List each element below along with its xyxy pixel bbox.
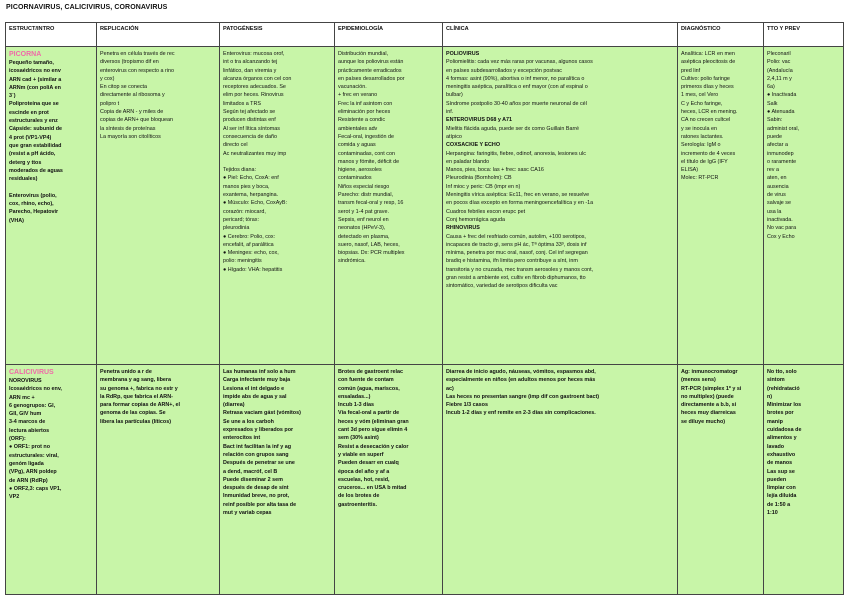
cell-line: transm fecal-oral y resp, 16 <box>338 200 404 207</box>
cell-line: de los brotes de <box>338 493 380 500</box>
cell-line: Minimizar los <box>767 402 802 409</box>
cell-replicacion <box>97 47 220 365</box>
cell-line: serot y 1-4 pat grave. <box>338 208 389 215</box>
cell-line: cuidadosa de <box>767 427 802 434</box>
cell-line: Pleconaril <box>767 51 791 57</box>
cell-estructura <box>6 47 97 365</box>
cell-line: en paladar blando <box>446 158 490 165</box>
cell-line: incapaces de tracto gi, sens pH ác, Tª óptima 33º, dosis inf <box>446 241 587 248</box>
cell-line: Inf mioc y peric: CB (impr en n) <box>446 183 521 190</box>
cell-line: Incub 1-3 días <box>338 402 374 409</box>
cell-line: Manos, pies, boca: las + frec: sasc CA16 <box>446 167 544 174</box>
cell-line: Poliproteína que se <box>9 101 59 108</box>
cell-line: Icosaédricos no env, <box>9 386 62 393</box>
cell-line: cox, rhino, echo), <box>9 201 54 208</box>
cell-line: Parecho: distr mundial, <box>338 192 394 199</box>
cell-line: RHINOVIRUS <box>446 225 480 232</box>
cell-line: copias de ARN+ que bloquean <box>100 117 173 124</box>
cell-lines <box>767 50 840 241</box>
cell-line: época del año y af a <box>338 468 390 475</box>
cell-line: polipro t <box>100 100 120 107</box>
cell-line: gastroenteritis. <box>338 501 377 508</box>
cell-line: Cápside: subunid de <box>9 126 63 133</box>
cell-line: ● ORF2,3: caps VP1, <box>9 485 62 492</box>
cell-lines <box>446 368 674 418</box>
cell-line: (Andalucía <box>767 67 793 74</box>
cell-line: heces y vóm (eliminan gran <box>338 418 409 425</box>
cell-line: corazón: miocard, <box>223 208 266 215</box>
cell-line: limpiar con <box>767 485 796 492</box>
cell-line: Niños especial riesgo <box>338 183 390 190</box>
cell-line: ● Meninges: echo, cox, <box>223 250 279 257</box>
cell-line: Cuadros febriles escon erupc pet <box>446 208 526 215</box>
cell-line: de 1:50 a <box>767 501 791 508</box>
cell-line: escinde en prot <box>9 109 49 116</box>
cell-line: contaminadas, cont con <box>338 150 395 157</box>
cell-line: eliminación por heces <box>338 109 391 116</box>
summary-table <box>5 22 844 595</box>
cell-line: relación con grupos sang <box>223 451 289 458</box>
cell-line: pred linf <box>681 67 701 74</box>
cell-clinica <box>443 47 678 365</box>
cell-line: En citop se conecta <box>100 84 148 91</box>
cell-line: a dend, macróf, cel B <box>223 468 278 475</box>
cell-line: su genoma +, fabrica no estr y <box>100 385 178 392</box>
cell-line: ARN cad + (similar a <box>9 76 62 83</box>
column-header-replicacion: REPLICACIÓN <box>97 23 220 47</box>
cell-line: detectado en plasma, <box>338 233 390 240</box>
cell-line: Sepsis, enf neurol en <box>338 216 389 223</box>
cell-line: o raramente <box>767 158 797 165</box>
cell-line: ratones lactantes. <box>681 133 724 140</box>
cell-line: Herpangina: faringitis, fiebre, odinof, anorexia, lesiones ulc <box>446 150 586 157</box>
cell-line: Mielitis flácida aguda, puede ser dx como Guillain Barré <box>446 125 580 132</box>
cell-line: con fuente de contam <box>338 377 394 384</box>
document-title: PICORNAVIRUS, CALICIVIRUS, CORONAVIRUS <box>6 4 168 11</box>
cell-line: icosaédricos no env <box>9 68 61 75</box>
cell-line: (rehidratació <box>767 385 800 392</box>
cell-line: usa la <box>767 208 782 215</box>
row-title-calicivirus: CALICIVIRUS <box>9 369 54 376</box>
cell-lines <box>338 50 439 266</box>
cell-line: Polio: vac <box>767 59 791 66</box>
cell-line: heces muy diarreicas <box>681 410 736 417</box>
cell-line: directamente a b.b, si <box>681 402 737 409</box>
cell-line: Enterovirus: mucosa orof, <box>223 51 285 57</box>
cell-line: gran resist a ambiente ext, cultiv en fibrob diphumanos, tto <box>446 275 586 282</box>
table-row-picorna <box>6 47 844 365</box>
cell-line: Diarrea de inicio agudo, náuseas, vómitos, espasmos abd, <box>446 369 596 375</box>
cell-line: Penetra en célula través de rec <box>100 51 175 57</box>
cell-line: expresados y liberados por <box>223 427 294 434</box>
cell-line: moderados de aguas <box>9 167 63 174</box>
cell-line: membrana y ag sang, libera <box>100 377 172 384</box>
cell-line: Ac neutralizantes muy imp <box>223 150 287 157</box>
cell-line: enterovirus con respecto a rino <box>100 67 175 74</box>
cell-line: biopsias. Dx: PCR multiplex <box>338 250 405 257</box>
cell-line: Fiebre 1/3 casos <box>446 402 488 409</box>
cell-line: la RdRp, que fabrica el ARN- <box>100 393 173 400</box>
column-header-tratamiento: TTO Y PREV <box>764 23 844 47</box>
cell-line: Molec: RT-PCR <box>681 175 719 182</box>
cell-line: (VPg), ARN poldep <box>9 469 57 476</box>
column-header-estructura: ESTRUCT/INTRO <box>6 23 97 47</box>
row-title-picorna: PICORNA <box>9 51 42 58</box>
cell-line: GII, GIV hum <box>9 411 42 418</box>
cell-line: libera las partículas (líticos) <box>100 418 172 425</box>
cell-line: (resist a pH ácido, <box>9 151 56 158</box>
cell-line: Bact int facilitan la inf y ag <box>223 443 291 450</box>
cell-line: Conj hemorrágica aguda <box>446 216 506 223</box>
cell-line: para formar copias de ARN+, el <box>100 402 180 409</box>
cell-lines <box>338 368 439 509</box>
cell-line: Frec la inf asintom con <box>338 100 393 107</box>
cell-line: Sabin: <box>767 117 783 124</box>
cell-line: lavado <box>767 443 785 450</box>
cell-line: Meningitis vírica aséptica: Ec11, frec en verano, se resuelve <box>446 192 590 199</box>
cell-line: Distribución mundial, <box>338 51 389 57</box>
cell-line: n) <box>767 393 773 400</box>
cell-line: exhaustivo <box>767 451 796 458</box>
cell-line: int o tra alcanzando tej <box>223 59 278 66</box>
cell-line: de ARN (RdRp) <box>9 477 48 484</box>
cell-line: bulbar) <box>446 92 463 99</box>
cell-line: el título de IgG (IFY <box>681 158 728 165</box>
cell-line: vacunación. <box>338 84 367 91</box>
cell-line: No vac para <box>767 225 797 232</box>
cell-line: Copia de ARN - y miles de <box>100 109 164 116</box>
cell-line: 6 genogrupos: GI, <box>9 402 56 409</box>
cell-line: mut y variab cepas <box>223 510 272 517</box>
cell-line: Cultivo: polio faringe <box>681 75 730 82</box>
cell-lines <box>100 50 216 141</box>
cell-line: ● ORF1: prot no <box>9 444 50 451</box>
cell-lines <box>9 59 93 225</box>
cell-line: ausencia <box>767 183 789 190</box>
cell-line: lejía diluida <box>767 493 797 500</box>
cell-line: exantema, herpangina. <box>223 192 279 199</box>
cell-line: cant 3d pero sigue elimin 4 <box>338 427 408 434</box>
cell-line: directo cel <box>223 142 248 149</box>
cell-lines <box>681 50 760 183</box>
cell-lines <box>446 50 674 291</box>
cell-line: ● Cerebro: Polio, cox: <box>223 233 276 240</box>
cell-line: mínima, penetra por muc oral, nasof, conj. Cel inf segregan <box>446 250 588 257</box>
cell-line: manos pies y boca, <box>223 183 270 190</box>
cell-line: y se inocula en <box>681 125 717 132</box>
column-header-clinica: CLÍNICA <box>443 23 678 47</box>
cell-line: encefalit, af parálitica <box>223 241 274 248</box>
cell-line: elim por heces. Rinovirus <box>223 92 284 99</box>
cell-line: C y Echo faringe, <box>681 100 723 107</box>
cell-line: ambientales adv <box>338 125 378 132</box>
cell-line: Poliomielitis: cada vez más raras por vacunas, algunos casos <box>446 59 593 66</box>
cell-line: escuelas, hot, resid, <box>338 476 390 483</box>
cell-line: ● Músculo: Echo, CoxAyB: <box>223 200 287 207</box>
cell-patogenesis <box>220 47 335 365</box>
cell-line: Después de penetrar se une <box>223 460 295 467</box>
cell-clinica <box>443 365 678 595</box>
cell-line: enterocitos int <box>223 435 261 442</box>
cell-line: Se une a los carboh <box>223 418 274 425</box>
cell-line: lectura abiertos <box>9 427 50 434</box>
cell-lines <box>223 50 331 274</box>
cell-line: no multiplex) (puede <box>681 393 734 400</box>
cell-line: Las humanas inf solo a hum <box>223 369 296 375</box>
cell-line: Síndrome postpolio 30-40 años por muerte neuronal de cél <box>446 100 587 107</box>
cell-replicacion <box>97 365 220 595</box>
cell-line: (menos sens) <box>681 377 716 384</box>
cell-line: Resist a desecación y calor <box>338 443 409 450</box>
cell-line: Puede diseminar 2 sem <box>223 476 283 483</box>
cell-patogenesis <box>220 365 335 595</box>
cell-line: de virus <box>767 192 786 199</box>
cell-line: y viable en superf <box>338 451 384 458</box>
cell-line: directamente al ribosoma y <box>100 92 165 99</box>
cell-line: RT-PCR (simplex 1º y si <box>681 385 742 392</box>
cell-line: administ oral, <box>767 125 800 132</box>
cell-line: heces, LCR en mening. <box>681 109 738 116</box>
cell-line: (ORF): <box>9 436 26 443</box>
cell-line: ● Atenuada <box>767 109 795 116</box>
cell-line: impide abs de agua y sal <box>223 393 287 400</box>
column-header-diagnostico: DIAGNÓSTICO <box>678 23 764 47</box>
cell-line: Pleurodinia (Bornholm): CB <box>446 175 512 182</box>
cell-line: pueden <box>767 476 787 483</box>
cell-line: 6a) <box>767 84 775 91</box>
cell-line: Enterovirus (polio, <box>9 192 57 199</box>
cell-line: en pocos días excepto en forma meningoencefalítica y en -1a <box>446 200 594 207</box>
cell-epidemiologia <box>335 365 443 595</box>
cell-line: comida y aguas <box>338 142 376 149</box>
cell-tratamiento <box>764 47 844 365</box>
cell-line: ARN mc + <box>9 394 35 401</box>
cell-line: POLIOVIRUS <box>446 51 480 57</box>
cell-lines <box>100 368 216 426</box>
cell-lines <box>9 377 93 501</box>
cell-line: inmunodep <box>767 150 794 157</box>
cell-line: Pueden desarr en cualq <box>338 460 399 467</box>
cell-line: Parecho, Hepatovir <box>9 209 59 216</box>
cell-estructura <box>6 365 97 595</box>
cell-line: salvaje se <box>767 200 791 207</box>
cell-line: (diarrea) <box>223 402 245 409</box>
cell-line: Ag: inmunocromatogr <box>681 369 738 375</box>
cell-line: ● Piel: Echo, CoxA: enf <box>223 175 279 182</box>
cell-line: estructurales: viral, <box>9 452 59 459</box>
cell-line: consecuencia de daño <box>223 133 277 140</box>
cell-line: cruceros... en USA b mitad <box>338 485 407 492</box>
cell-line: aunque los poliovirus están <box>338 59 404 66</box>
cell-tratamiento <box>764 365 844 595</box>
cell-line: NOROVIRUS <box>9 378 42 384</box>
cell-line: sintom <box>767 377 785 384</box>
cell-line: Las heces no presentan sangre (imp dif con gastroent bact) <box>446 393 600 400</box>
column-header-patogenesis: PATOGÉNESIS <box>220 23 335 47</box>
cell-epidemiologia <box>335 47 443 365</box>
cell-line: VP2 <box>9 494 20 501</box>
header-row <box>6 23 844 47</box>
cell-line: Pequeño tamaño, <box>9 60 54 66</box>
cell-line: en países desarrollados por <box>338 75 405 82</box>
cell-line: brotes por <box>767 410 794 417</box>
cell-line: incremento de 4 veces <box>681 150 736 157</box>
cell-line: residuales) <box>9 176 38 183</box>
cell-line: CA no crecen cultcel <box>681 117 731 124</box>
cell-line: Serología: IgM o <box>681 142 721 149</box>
cell-diagnostico <box>678 365 764 595</box>
cell-line: Salk <box>767 100 778 107</box>
cell-line: ac) <box>446 385 454 392</box>
cell-line: La mayoría son citolíticos <box>100 133 161 140</box>
cell-line: higiene, aerosoles <box>338 167 382 174</box>
cell-line: genóm ligada <box>9 460 44 467</box>
cell-line: Resistente a condic <box>338 117 386 124</box>
cell-lines <box>681 368 760 426</box>
cell-line: receptores adecuados. Se <box>223 84 286 91</box>
cell-line: Según tej afectado se <box>223 109 276 116</box>
cell-line: manip <box>767 418 783 425</box>
cell-line: ENTEROVIRUS D68 y A71 <box>446 117 513 124</box>
cell-line: alimentos y <box>767 435 797 442</box>
cell-line: Lesiona el int delgado e <box>223 385 285 392</box>
cell-line: puede <box>767 133 782 140</box>
cell-line: 4 prot (VP1-VP4) <box>9 134 52 141</box>
cell-line: pleurodinia <box>223 225 250 232</box>
cell-line: Tejidos diana: <box>223 167 256 174</box>
cell-line: Analítica: LCR en men <box>681 51 735 57</box>
cell-line: Inmunidad breve, no prot, <box>223 493 290 500</box>
cell-line: ARNm (con poliA en <box>9 84 61 91</box>
cell-line <box>223 158 331 166</box>
cell-line: prácticamente erradicados <box>338 67 402 74</box>
cell-diagnostico <box>678 47 764 365</box>
cell-line: Fecal-oral, ingestión de <box>338 133 395 140</box>
cell-line: Vía fecal-oral a partir de <box>338 410 400 417</box>
cell-line: 3´) <box>9 93 16 100</box>
cell-line: aten, en <box>767 175 787 182</box>
cell-line: (VHA) <box>9 217 24 224</box>
cell-line: ● Hígado: VHA: hepatitis <box>223 266 283 273</box>
cell-line: reinf posible por alta tasa de <box>223 501 297 508</box>
cell-line: ensaladas...) <box>338 393 371 400</box>
cell-line: Causa + frec del resfriado común, autolim, +100 serotipos, <box>446 233 586 240</box>
cell-line: en países subdesarrollados y excepción postvac <box>446 67 562 74</box>
cell-line: transitoria y no cruzada, mec transm aerosoles y manos cont, <box>446 266 594 273</box>
cell-lines <box>223 368 331 517</box>
cell-line: producen distintas enf <box>223 117 276 124</box>
cell-line: Incub 1-2 días y enf remite en 2-3 días sin complicaciones. <box>446 410 596 417</box>
cell-line: la síntesis de proteínas <box>100 125 156 132</box>
cell-line: meningitis aséptica, paralítica o enf mayor (con af espinal o <box>446 84 588 91</box>
cell-line: Penetra unido a r de <box>100 369 152 375</box>
cell-line: especialmente en niños (en adultos menos por heces más <box>446 377 596 384</box>
cell-line: bradiq e histamina, ifn limita pero contribuye a sínt, inm <box>446 258 578 265</box>
cell-line: pericard; tórax: <box>223 216 259 223</box>
table-row-calicivirus <box>6 365 844 595</box>
cell-line: inactivada. <box>767 216 793 223</box>
cell-line: alcanza órganos con cel con <box>223 75 292 82</box>
cell-line: linfático, dan viremia y <box>223 67 277 74</box>
cell-line: ELISA) <box>681 167 699 174</box>
cell-lines <box>767 368 840 517</box>
cell-line: Retrasa vaciam gást (vómitos) <box>223 410 301 417</box>
cell-line: limitados a TRS <box>223 100 261 107</box>
column-header-epidemiologia: EPIDEMIOLOGÍA <box>335 23 443 47</box>
cell-line <box>9 183 93 191</box>
cell-line: 1 mes, cel Vero <box>681 92 719 99</box>
cell-line: 1:10 <box>767 510 778 517</box>
cell-line: y cox) <box>100 75 115 82</box>
cell-line: 3-4 marcos de <box>9 419 46 426</box>
cell-line: primeros días y heces <box>681 84 734 91</box>
cell-line: sindrómica. <box>338 258 366 265</box>
cell-line: Las sup se <box>767 468 795 475</box>
cell-line: 4 formas: asint (90%), abortiva o inf menor, no paralítica o <box>446 75 585 82</box>
cell-line: COXSACKIE Y ECHO <box>446 142 501 149</box>
cell-line: se diluye mucho) <box>681 418 726 425</box>
cell-line: Cox y Echo <box>767 233 795 240</box>
cell-line: + frec en verano <box>338 92 378 99</box>
cell-line: que gran estabilidad <box>9 142 62 149</box>
cell-line: sintomático, variedad de serotipos dificulta vac <box>446 283 558 290</box>
cell-line: polio: meningitis <box>223 258 262 265</box>
cell-line: aséptica pleocitosis de <box>681 59 736 66</box>
cell-line: afectar a <box>767 142 788 149</box>
cell-line: No tto, solo <box>767 369 797 375</box>
cell-line: Carga infectante muy baja <box>223 377 291 384</box>
cell-line: genoma de las copias. Se <box>100 410 166 417</box>
cell-line: suero, nasof, LAB, heces, <box>338 241 400 248</box>
cell-line: sem (30% asint) <box>338 435 379 442</box>
cell-line: después de desap de sínt <box>223 485 289 492</box>
cell-line: deterg y ttos <box>9 159 42 166</box>
cell-line: común (agua, mariscos, <box>338 385 400 392</box>
cell-line: manos y fómite, déficit de <box>338 158 400 165</box>
cell-line: contaminados <box>338 175 372 182</box>
cell-line: inf. <box>446 109 454 116</box>
cell-line: Brotes de gastroent relac <box>338 369 404 375</box>
cell-line: estructurales y enz <box>9 118 58 125</box>
cell-line: atípico <box>446 133 462 140</box>
cell-line: rev a <box>767 167 779 174</box>
cell-line: 2,4,11 m y <box>767 75 792 82</box>
cell-line: neonatos (HPeV-3), <box>338 225 386 232</box>
cell-line: Al ser inf lítica síntomas <box>223 125 280 132</box>
cell-line: ● Inactivada <box>767 92 797 99</box>
cell-line: de manos <box>767 460 793 467</box>
cell-line: diversos (tropismo dif en <box>100 59 159 66</box>
